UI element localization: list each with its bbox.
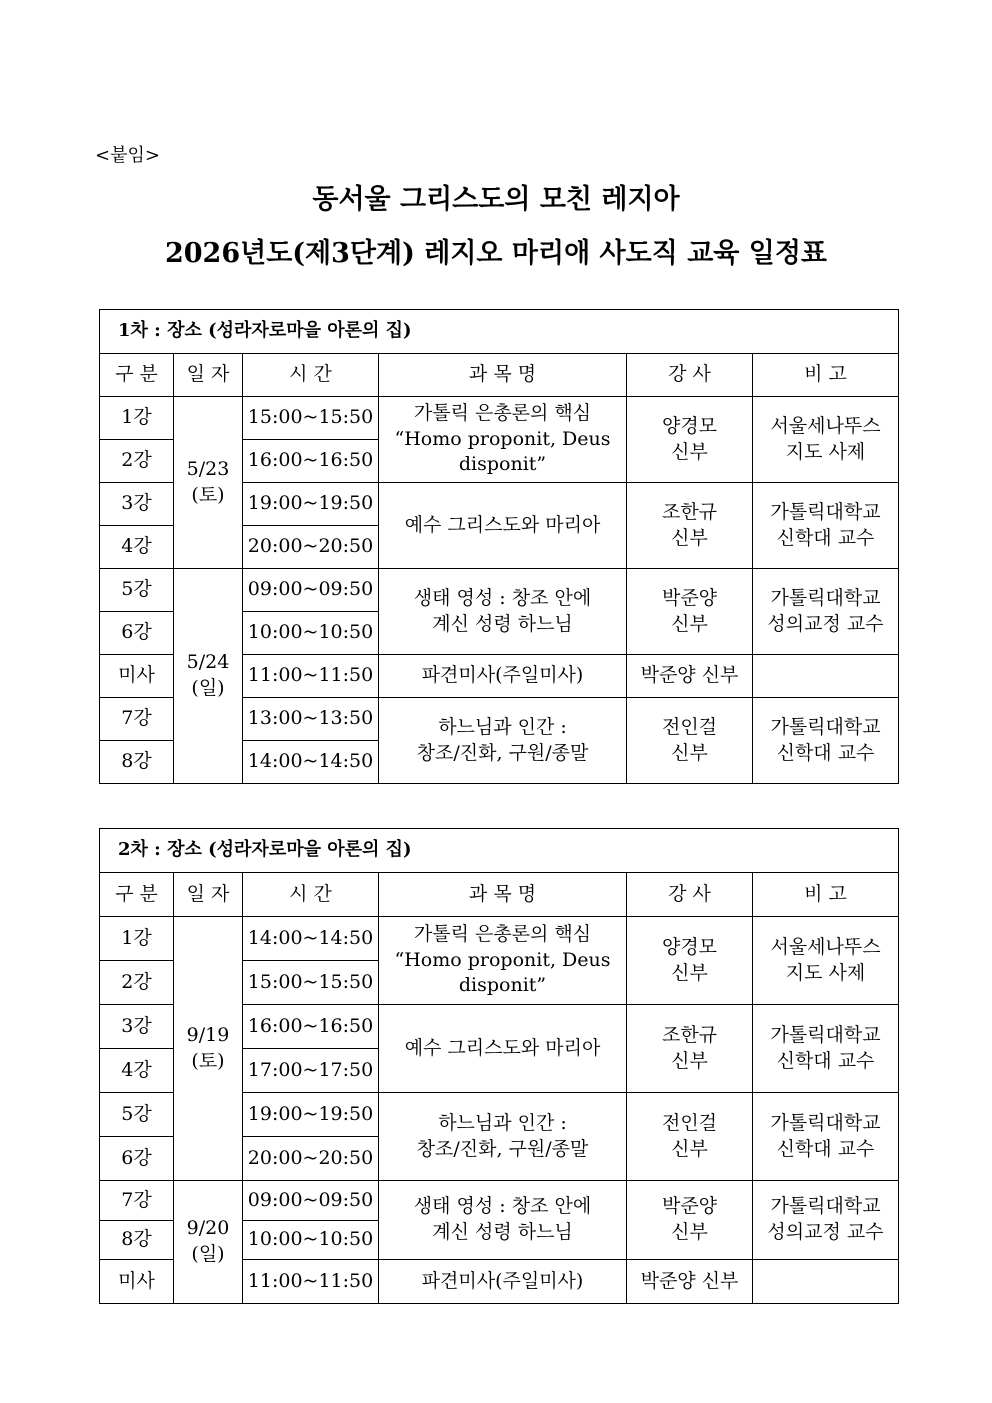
time-cell: 16:00~16:50 xyxy=(243,1005,379,1049)
subject-line: 가톨릭 은총론의 핵심 xyxy=(413,923,592,946)
time-cell: 11:00~11:50 xyxy=(243,1260,379,1304)
header-instructor: 강 사 xyxy=(627,873,753,917)
subject-line: 생태 영성 : 창조 안에 xyxy=(413,1195,592,1218)
date-cell xyxy=(174,917,243,1181)
page-title: 동서울 그리스도의 모친 레지아 xyxy=(312,184,680,215)
subject-line: 계신 성령 하느님 xyxy=(432,1221,573,1243)
note-cell xyxy=(753,1093,899,1181)
session-place-header: 1차 : 장소 (성라자로마을 아론의 집) xyxy=(100,310,899,354)
time-cell: 10:00~10:50 xyxy=(243,612,379,655)
lecture-label: 5강 xyxy=(100,1093,174,1137)
table-row xyxy=(100,569,899,612)
instructor-name: 양경모 xyxy=(661,414,718,437)
note-cell xyxy=(753,655,899,698)
note-line: 가톨릭대학교 xyxy=(770,500,881,523)
header-instructor: 강 사 xyxy=(627,354,753,397)
subject-line: disponit” xyxy=(458,453,547,476)
subject-cell: 파견미사(주일미사) xyxy=(379,1260,627,1304)
note-cell xyxy=(753,698,899,784)
instructor-title: 신부 xyxy=(671,612,708,635)
header-note: 비 고 xyxy=(753,873,899,917)
subject-line: “Homo proponit, Deus xyxy=(394,427,611,450)
note-line: 지도 사제 xyxy=(785,961,866,984)
instructor-cell xyxy=(627,1005,753,1093)
subject-line: 생태 영성 : 창조 안에 xyxy=(413,586,592,609)
time-cell: 09:00~09:50 xyxy=(243,1181,379,1221)
subject-cell xyxy=(379,569,627,655)
note-cell xyxy=(753,1005,899,1093)
header-time: 시 간 xyxy=(243,354,379,397)
instructor-cell: 박준양 신부 xyxy=(627,655,753,698)
note-line: 신학대 교수 xyxy=(776,741,875,764)
time-cell: 15:00~15:50 xyxy=(243,961,379,1005)
lecture-label: 6강 xyxy=(100,1137,174,1181)
date-day: (일) xyxy=(191,1243,225,1265)
page-subtitle: 2026년도(제3단계) 레지오 마리애 사도직 교육 일정표 xyxy=(164,238,828,269)
subject-line: 가톨릭 은총론의 핵심 xyxy=(413,402,592,425)
lecture-label: 5강 xyxy=(100,569,174,612)
subject-cell xyxy=(379,1181,627,1260)
lecture-label: 8강 xyxy=(100,741,174,784)
instructor-cell xyxy=(627,698,753,784)
time-cell: 20:00~20:50 xyxy=(243,526,379,569)
date-cell xyxy=(174,569,243,784)
table-header-row xyxy=(100,873,899,917)
instructor-title: 신부 xyxy=(671,741,708,764)
header-subject: 과 목 명 xyxy=(379,354,627,397)
table-row xyxy=(100,397,899,440)
header-date: 일 자 xyxy=(174,354,243,397)
note-cell xyxy=(753,917,899,1005)
instructor-cell: 박준양 신부 xyxy=(627,1260,753,1304)
note-line: 신학대 교수 xyxy=(776,526,875,549)
lecture-label: 4강 xyxy=(100,1049,174,1093)
time-cell: 13:00~13:50 xyxy=(243,698,379,741)
header-subject: 과 목 명 xyxy=(379,873,627,917)
note-line: 가톨릭대학교 xyxy=(770,1023,881,1046)
note-cell xyxy=(753,1181,899,1260)
lecture-label: 7강 xyxy=(100,1181,174,1221)
note-line: 서울세나뚜스 xyxy=(770,935,881,958)
date-day: (토) xyxy=(191,1049,225,1072)
note-cell xyxy=(753,569,899,655)
date-value: 5/24 xyxy=(186,651,230,674)
subject-line: 예수 그리스도와 마리아 xyxy=(404,1036,601,1059)
date-cell xyxy=(174,1181,243,1304)
instructor-name: 전인걸 xyxy=(661,1111,718,1134)
lecture-label: 8강 xyxy=(100,1221,174,1260)
header-note: 비 고 xyxy=(753,354,899,397)
subject-line: 창조/진화, 구원/종말 xyxy=(416,741,589,764)
subject-line: 창조/진화, 구원/종말 xyxy=(416,1137,589,1160)
subject-cell xyxy=(379,483,627,569)
header-date: 일 자 xyxy=(174,873,243,917)
time-cell: 09:00~09:50 xyxy=(243,569,379,612)
table-header-row xyxy=(100,354,899,397)
instructor-cell xyxy=(627,569,753,655)
instructor-title: 신부 xyxy=(671,526,708,549)
subject-line: 하느님과 인간 : xyxy=(438,1111,567,1134)
header-category: 구 분 xyxy=(100,873,174,917)
time-cell: 16:00~16:50 xyxy=(243,440,379,483)
time-cell: 20:00~20:50 xyxy=(243,1137,379,1181)
subject-cell xyxy=(379,397,627,483)
table-row xyxy=(100,917,899,961)
lecture-label: 2강 xyxy=(100,440,174,483)
time-cell: 17:00~17:50 xyxy=(243,1049,379,1093)
time-cell: 11:00~11:50 xyxy=(243,655,379,698)
schedule-table-session-2 xyxy=(99,828,899,1304)
instructor-title: 신부 xyxy=(671,1221,708,1243)
instructor-name: 박준양 xyxy=(661,586,718,609)
subject-cell xyxy=(379,1005,627,1093)
schedule-table-session-1 xyxy=(99,309,899,784)
date-day: (일) xyxy=(191,677,225,699)
header-category: 구 분 xyxy=(100,354,174,397)
time-cell: 15:00~15:50 xyxy=(243,397,379,440)
lecture-label: 6강 xyxy=(100,612,174,655)
subject-line: “Homo proponit, Deus xyxy=(394,948,611,971)
instructor-name: 조한규 xyxy=(661,500,718,523)
lecture-label: 3강 xyxy=(100,1005,174,1049)
note-cell xyxy=(753,1260,899,1304)
date-value: 5/23 xyxy=(186,457,230,480)
instructor-name: 양경모 xyxy=(661,935,718,958)
instructor-title: 신부 xyxy=(671,961,708,984)
lecture-label: 1강 xyxy=(100,917,174,961)
note-line: 서울세나뚜스 xyxy=(770,414,881,437)
instructor-title: 신부 xyxy=(671,440,708,463)
subject-cell xyxy=(379,1093,627,1181)
note-line: 성의교정 교수 xyxy=(767,1221,884,1243)
time-cell: 19:00~19:50 xyxy=(243,483,379,526)
note-line: 신학대 교수 xyxy=(776,1137,875,1160)
instructor-cell xyxy=(627,483,753,569)
instructor-name: 박준양 xyxy=(661,1195,718,1218)
instructor-name: 조한규 xyxy=(661,1023,718,1046)
note-line: 가톨릭대학교 xyxy=(770,715,881,738)
instructor-name: 전인걸 xyxy=(661,715,718,738)
note-line: 지도 사제 xyxy=(785,440,866,463)
lecture-label: 미사 xyxy=(100,1260,174,1304)
date-value: 9/19 xyxy=(186,1023,230,1046)
lecture-label: 2강 xyxy=(100,961,174,1005)
time-cell: 14:00~14:50 xyxy=(243,741,379,784)
note-line: 신학대 교수 xyxy=(776,1049,875,1072)
time-cell: 19:00~19:50 xyxy=(243,1093,379,1137)
note-cell xyxy=(753,483,899,569)
note-line: 가톨릭대학교 xyxy=(770,1111,881,1134)
table-row xyxy=(100,1181,899,1221)
attachment-label: <붙임> xyxy=(95,145,160,166)
subject-line: 하느님과 인간 : xyxy=(438,715,567,738)
time-cell: 10:00~10:50 xyxy=(243,1221,379,1260)
instructor-title: 신부 xyxy=(671,1049,708,1072)
subject-cell xyxy=(379,698,627,784)
subject-cell: 파견미사(주일미사) xyxy=(379,655,627,698)
instructor-cell xyxy=(627,1181,753,1260)
subject-line: 예수 그리스도와 마리아 xyxy=(404,513,601,536)
header-time: 시 간 xyxy=(243,873,379,917)
note-line: 가톨릭대학교 xyxy=(770,1195,881,1218)
session-place-header: 2차 : 장소 (성라자로마을 아론의 집) xyxy=(100,829,899,873)
subject-line: disponit” xyxy=(458,974,547,997)
date-day: (토) xyxy=(191,483,225,506)
instructor-cell xyxy=(627,1093,753,1181)
subject-line: 계신 성령 하느님 xyxy=(432,612,573,635)
lecture-label: 미사 xyxy=(100,655,174,698)
date-cell xyxy=(174,397,243,569)
subject-cell xyxy=(379,917,627,1005)
instructor-title: 신부 xyxy=(671,1137,708,1160)
note-cell xyxy=(753,397,899,483)
lecture-label: 3강 xyxy=(100,483,174,526)
lecture-label: 4강 xyxy=(100,526,174,569)
lecture-label: 7강 xyxy=(100,698,174,741)
instructor-cell xyxy=(627,397,753,483)
time-cell: 14:00~14:50 xyxy=(243,917,379,961)
date-value: 9/20 xyxy=(186,1217,230,1240)
note-line: 가톨릭대학교 xyxy=(770,586,881,609)
lecture-label: 1강 xyxy=(100,397,174,440)
instructor-cell xyxy=(627,917,753,1005)
note-line: 성의교정 교수 xyxy=(767,612,884,635)
